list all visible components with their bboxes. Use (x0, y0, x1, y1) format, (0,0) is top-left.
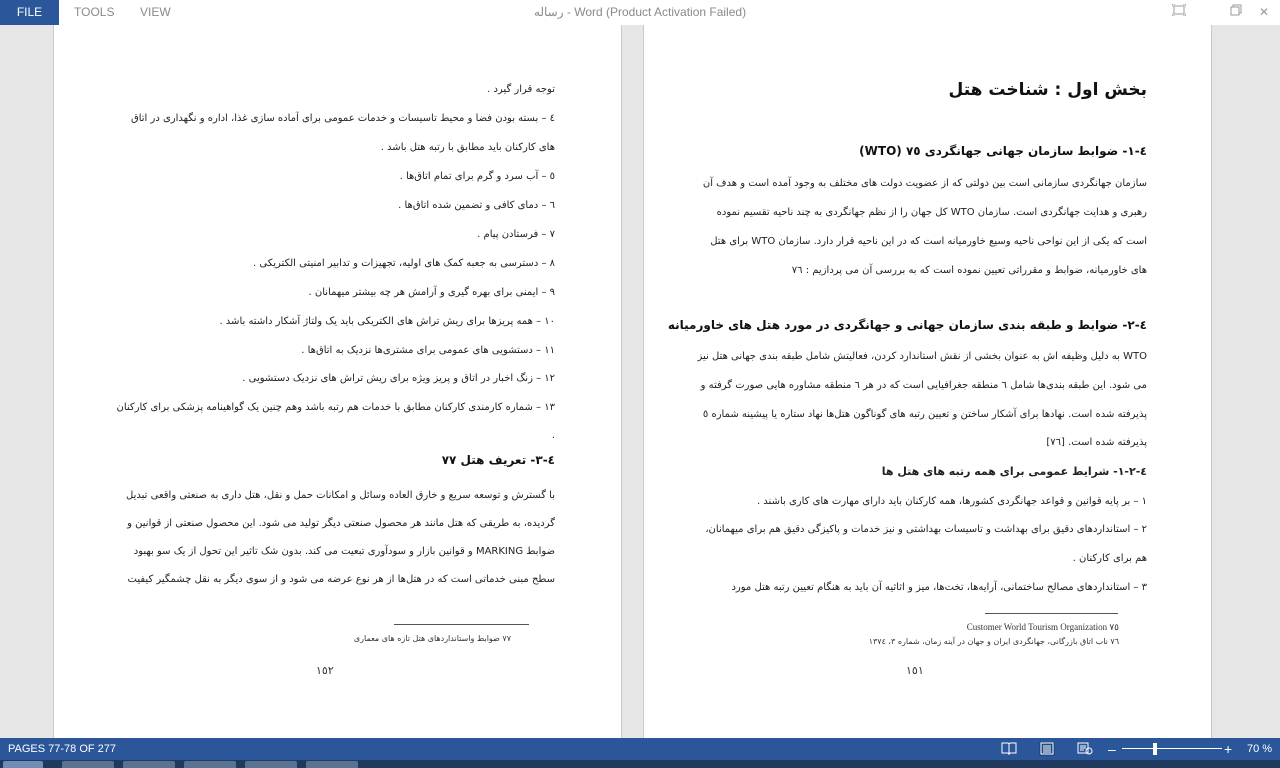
body-line: های خاورمیانه، ضوابط و مقرراتی تعیین نموده است که به بررسی آن می پردازیم : ٧٦ (791, 265, 1147, 276)
print-layout-icon[interactable] (1039, 742, 1055, 756)
taskbar-app-button[interactable] (306, 761, 358, 768)
zoom-slider-track[interactable] (1122, 748, 1222, 749)
body-line: گردیده، به طریقی که هتل مانند هر محصول صنعتی دیگر تولید می شود. این محصول صنعتی از قوانین و (127, 518, 555, 529)
tools-tab[interactable]: TOOLS (74, 5, 115, 19)
body-line: پذیرفته شده است. نهادها برای آشکار ساختن و تعیین رتبه های گوناگون هتل‌ها نهاد ستاره یا پیشینه شماره ٥ (702, 409, 1147, 420)
list-item: ١٢ – زنگ اخبار در اتاق و پریز ویژه برای ریش تراش های نزدیک دستشویی . (242, 373, 555, 384)
footnote: Customer World Tourism Organization ٧٥ (966, 622, 1119, 632)
subsection-heading: ٤-٢-١- شرایط عمومی برای همه رتبه های هتل ها (881, 465, 1147, 478)
body-line: توجه قرار گیرد . (487, 84, 555, 95)
body-line: پذیرفته شده است. [٧٦] (1046, 437, 1147, 448)
section-heading: ٤-١- ضوابط سازمان جهانی جهانگردی ٧٥ (WTO) (859, 144, 1147, 158)
view-tab[interactable]: VIEW (140, 5, 171, 19)
list-item: ١٣ – شماره کارمندی کارکنان مطابق با خدمات هم رتبه باشد وهم چنین یک گواهینامه پزشکی برای کارکنان (116, 402, 555, 413)
section-heading: ٤-٣- تعریف هتل ٧٧ (441, 453, 555, 467)
close-icon[interactable]: ✕ (1258, 5, 1270, 19)
footnote: ٧٦ ناب اتاق بازرگانی، جهانگردی ایران و جهان در آینه زمان، شماره ٣، ١٣٧٤ (868, 637, 1119, 646)
taskbar-app-button[interactable] (62, 761, 114, 768)
list-item: ٦ – دمای کافی و تضمین شده اتاق‌ها . (398, 200, 555, 211)
body-line: WTO به دلیل وظیفه اش به عنوان بخشی از نقش استاندارد کردن، فعالیتش شامل طبقه بندی جهانی هتل نیز (697, 351, 1147, 362)
list-item: ٩ – ایمنی برای بهره گیری و آرامش هر چه بیشتر میهمانان . (308, 287, 555, 298)
page-number: ١٥١ (906, 664, 924, 677)
list-item: ٤ – بسته بودن فضا و محیط تاسیسات و خدمات عمومی برای آماده سازی غذا، اداره و نگهداری در اتاق (130, 113, 555, 124)
footnote-separator (985, 613, 1118, 614)
body-line: با گسترش و توسعه سریع و خارق العاده وسائل و امکانات حمل و نقل، هتل داری به صنعتی واقعی تبدیل (126, 490, 555, 501)
page-number: ١٥٢ (316, 664, 334, 677)
list-item: ٣ – استانداردهای مصالح ساختمانی، آرایه‌ها، تخت‌ها، میز و اثاثیه آن باید به هنگام تعیین رتبه هتل مورد (731, 582, 1147, 593)
body-line: سطح مبنی خدماتی است که در هتل‌ها از هر نوع عرضه می شود و از سوی دیگر به نقل چشمگیر کیفیت (127, 574, 555, 585)
title-bar (0, 0, 1280, 25)
list-item: ١ – بر پایه قوانین و قواعد جهانگردی کشورها، همه کارکنان باید دارای مهارت های کاری باشند . (756, 496, 1147, 507)
list-item: ١٠ – همه پریزها برای ریش تراش های الکتریکی باید یک ولتاژ آشکار داشته باشد . (219, 316, 555, 327)
page-count[interactable]: PAGES 77-78 OF 277 (8, 743, 117, 755)
body-line: ضوابط MARKING و قوانین بازار و سودآوری تبعیت می کند. بدون شک تاثیر این تحول از یک سو بهبود (133, 546, 555, 557)
list-item: های کارکنان باید مطابق با رتبه هتل باشد . (380, 142, 555, 153)
taskbar-app-button[interactable] (184, 761, 236, 768)
body-line: است که یکی از این نواحی ناحیه وسیع خاورمیانه است که در این ناحیه قرار دارد. سازمان WTO برای هتل (710, 236, 1147, 247)
restore-icon[interactable] (1226, 3, 1246, 21)
list-item: هم برای کارکنان . (1072, 553, 1147, 564)
status-bar (0, 738, 1280, 760)
section-heading: ٤-٢- ضوابط و طبقه بندی سازمان جهانی و جهانگردی در مورد هتل های خاورمیانه (667, 318, 1147, 332)
zoom-level[interactable]: 70 % (1247, 743, 1273, 755)
list-item: ٥ – آب سرد و گرم برای تمام اتاق‌ها . (399, 171, 555, 182)
document-page-151 (643, 25, 1212, 738)
zoom-out-button[interactable]: – (1108, 741, 1116, 757)
list-item: ١١ – دستشویی های عمومی برای مشتری‌ها نزدیک به اتاق‌ها . (301, 345, 555, 356)
list-item: . (551, 430, 555, 441)
read-mode-icon[interactable] (1001, 742, 1017, 756)
taskbar-app-button[interactable] (123, 761, 175, 768)
footnote: ٧٧ ضوابط واستانداردهای هتل تازه های معماری (353, 634, 511, 643)
document-page-152 (53, 25, 622, 738)
fullscreen-icon[interactable] (1169, 3, 1189, 21)
body-line: سازمان جهانگردی سازمانی است بین دولتی که از عضویت دولت های مختلف به وجود آمده است و هدف آن (702, 178, 1147, 189)
footnote-separator (394, 624, 529, 625)
web-layout-icon[interactable] (1077, 742, 1093, 756)
list-item: ٢ – استانداردهای دقیق برای بهداشت و تاسیسات بهداشتی و نیز خدمات و پاکیزگی دقیق هم برای میهمانان، (705, 524, 1147, 535)
zoom-in-button[interactable]: + (1224, 741, 1233, 757)
window-title: رساله - Word (Product Activation Failed) (533, 5, 747, 19)
body-line: می شود. این طبقه بندی‌ها شامل ٦ منطقه جغرافیایی است که در هر ٦ منطقه مشاوره هایی صورت گرفته و (700, 380, 1147, 391)
list-item: ٧ – فرستادن پیام . (477, 229, 555, 240)
page-title: بخش اول : شناخت هتل (948, 80, 1147, 100)
list-item: ٨ – دسترسی به جعبه کمک های اولیه، تجهیزات و تدابیر امنیتی الکتریکی . (253, 258, 555, 269)
body-line: رهبری و هدایت جهانگردی است. سازمان WTO کل جهان را از نظم جهانگردی به چند ناحیه تقسیم نموده (716, 207, 1147, 218)
file-tab[interactable]: FILE (0, 0, 59, 25)
start-button[interactable] (3, 761, 43, 768)
zoom-slider-thumb[interactable] (1153, 743, 1157, 755)
taskbar-app-button[interactable] (245, 761, 297, 768)
